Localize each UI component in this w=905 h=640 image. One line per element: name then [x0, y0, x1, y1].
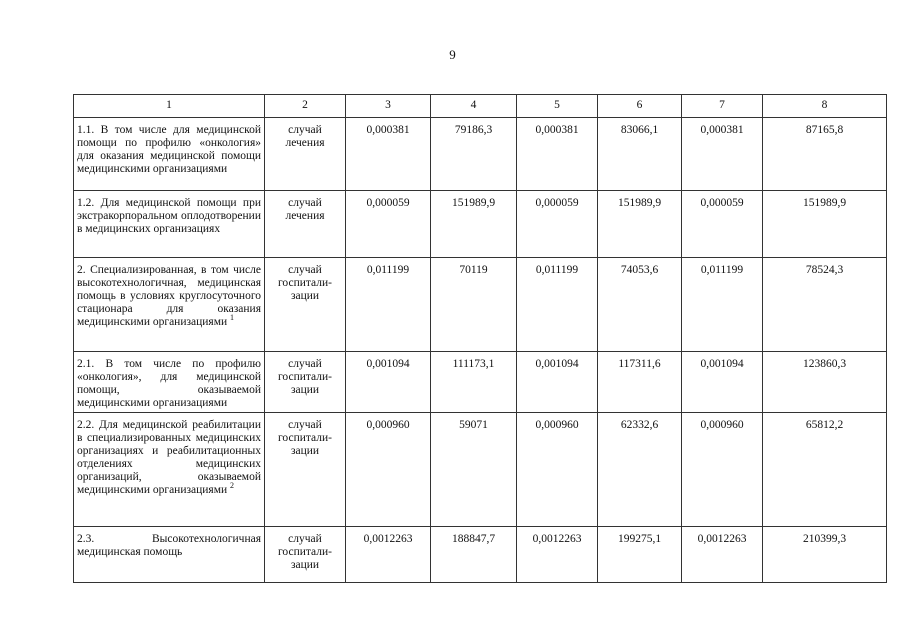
table-cell: 0,000381: [517, 118, 598, 191]
table-cell: 117311,6: [598, 352, 682, 413]
column-header: 8: [763, 95, 887, 118]
table-cell: 62332,6: [598, 413, 682, 527]
table-row: [74, 258, 887, 352]
table-cell: 0,000381: [346, 118, 431, 191]
table-row: [74, 527, 887, 583]
table-cell: 0,0012263: [517, 527, 598, 583]
row-description: 2.1. В том числе по профилю «онкология», для медицинской помощи, оказываемой медицинскими организациями: [74, 352, 265, 413]
table-cell: 111173,1: [431, 352, 517, 413]
table-cell: 0,011199: [682, 258, 763, 352]
table-cell: 65812,2: [763, 413, 887, 527]
row-description: 2. Специализированная, в том числе высокотехнологичная, медицинская помощь в условиях круглосуточного стационара для оказания медицинскими организациями $^1$: [74, 258, 265, 352]
table-cell: 0,000381: [682, 118, 763, 191]
table-cell: 0,0012263: [682, 527, 763, 583]
table-cell: 70119: [431, 258, 517, 352]
table-cell: 0,001094: [517, 352, 598, 413]
row-description: 1.1. В том числе для медицинской помощи по профилю «онкология» для оказания медицинской помощи медицинскими организациями: [74, 118, 265, 191]
table-row: [74, 191, 887, 258]
table-cell: 0,000059: [346, 191, 431, 258]
table-cell: 151989,9: [431, 191, 517, 258]
table-cell: 59071: [431, 413, 517, 527]
column-header: 3: [346, 95, 431, 118]
table-cell: 151989,9: [598, 191, 682, 258]
column-header: 7: [682, 95, 763, 118]
table-cell: 151989,9: [763, 191, 887, 258]
table-cell: 0,000960: [346, 413, 431, 527]
table-row: [74, 352, 887, 413]
table-cell: 0,011199: [517, 258, 598, 352]
column-header: 6: [598, 95, 682, 118]
table-cell: 79186,3: [431, 118, 517, 191]
table-cell: 83066,1: [598, 118, 682, 191]
page-number: 9: [449, 47, 456, 62]
row-description: 2.2. Для медицинской реабилитации в специализированных медицинских организациях и реабилитационных отделениях медицинских организаций, оказываемой медицинскими организациями $^2$: [74, 413, 265, 527]
table-cell: 0,000960: [682, 413, 763, 527]
table-cell: 210399,3: [763, 527, 887, 583]
column-header: 4: [431, 95, 517, 118]
footnote-marker: 2: [230, 481, 235, 491]
table-cell: 0,001094: [682, 352, 763, 413]
table-row: [74, 413, 887, 527]
footnote-marker: 1: [230, 313, 235, 323]
table-cell: 199275,1: [598, 527, 682, 583]
column-header: 2: [265, 95, 346, 118]
table-row: [74, 118, 887, 191]
row-description: 1.2. Для медицинской помощи при экстракорпоральном оплодотворении в медицинских организациях: [74, 191, 265, 258]
table-cell: 0,000960: [517, 413, 598, 527]
row-unit: случай госпитали-зации: [265, 258, 346, 352]
table-cell: 188847,7: [431, 527, 517, 583]
row-unit: случай госпитали-зации: [265, 527, 346, 583]
table-cell: 0,0012263: [346, 527, 431, 583]
column-header: 5: [517, 95, 598, 118]
table-cell: 87165,8: [763, 118, 887, 191]
data-table: [73, 94, 887, 583]
table-cell: 78524,3: [763, 258, 887, 352]
row-unit: случай лечения: [265, 191, 346, 258]
row-description: 2.3. Высокотехнологичная медицинская помощь: [74, 527, 265, 583]
table-cell: 123860,3: [763, 352, 887, 413]
table-cell: 0,001094: [346, 352, 431, 413]
table-header-row: [74, 95, 887, 118]
row-unit: случай госпитали-зации: [265, 352, 346, 413]
column-header: 1: [74, 95, 265, 118]
table-cell: 0,011199: [346, 258, 431, 352]
table-cell: 0,000059: [682, 191, 763, 258]
table-cell: 0,000059: [517, 191, 598, 258]
row-unit: случай лечения: [265, 118, 346, 191]
table-cell: 74053,6: [598, 258, 682, 352]
row-unit: случай госпитали-зации: [265, 413, 346, 527]
